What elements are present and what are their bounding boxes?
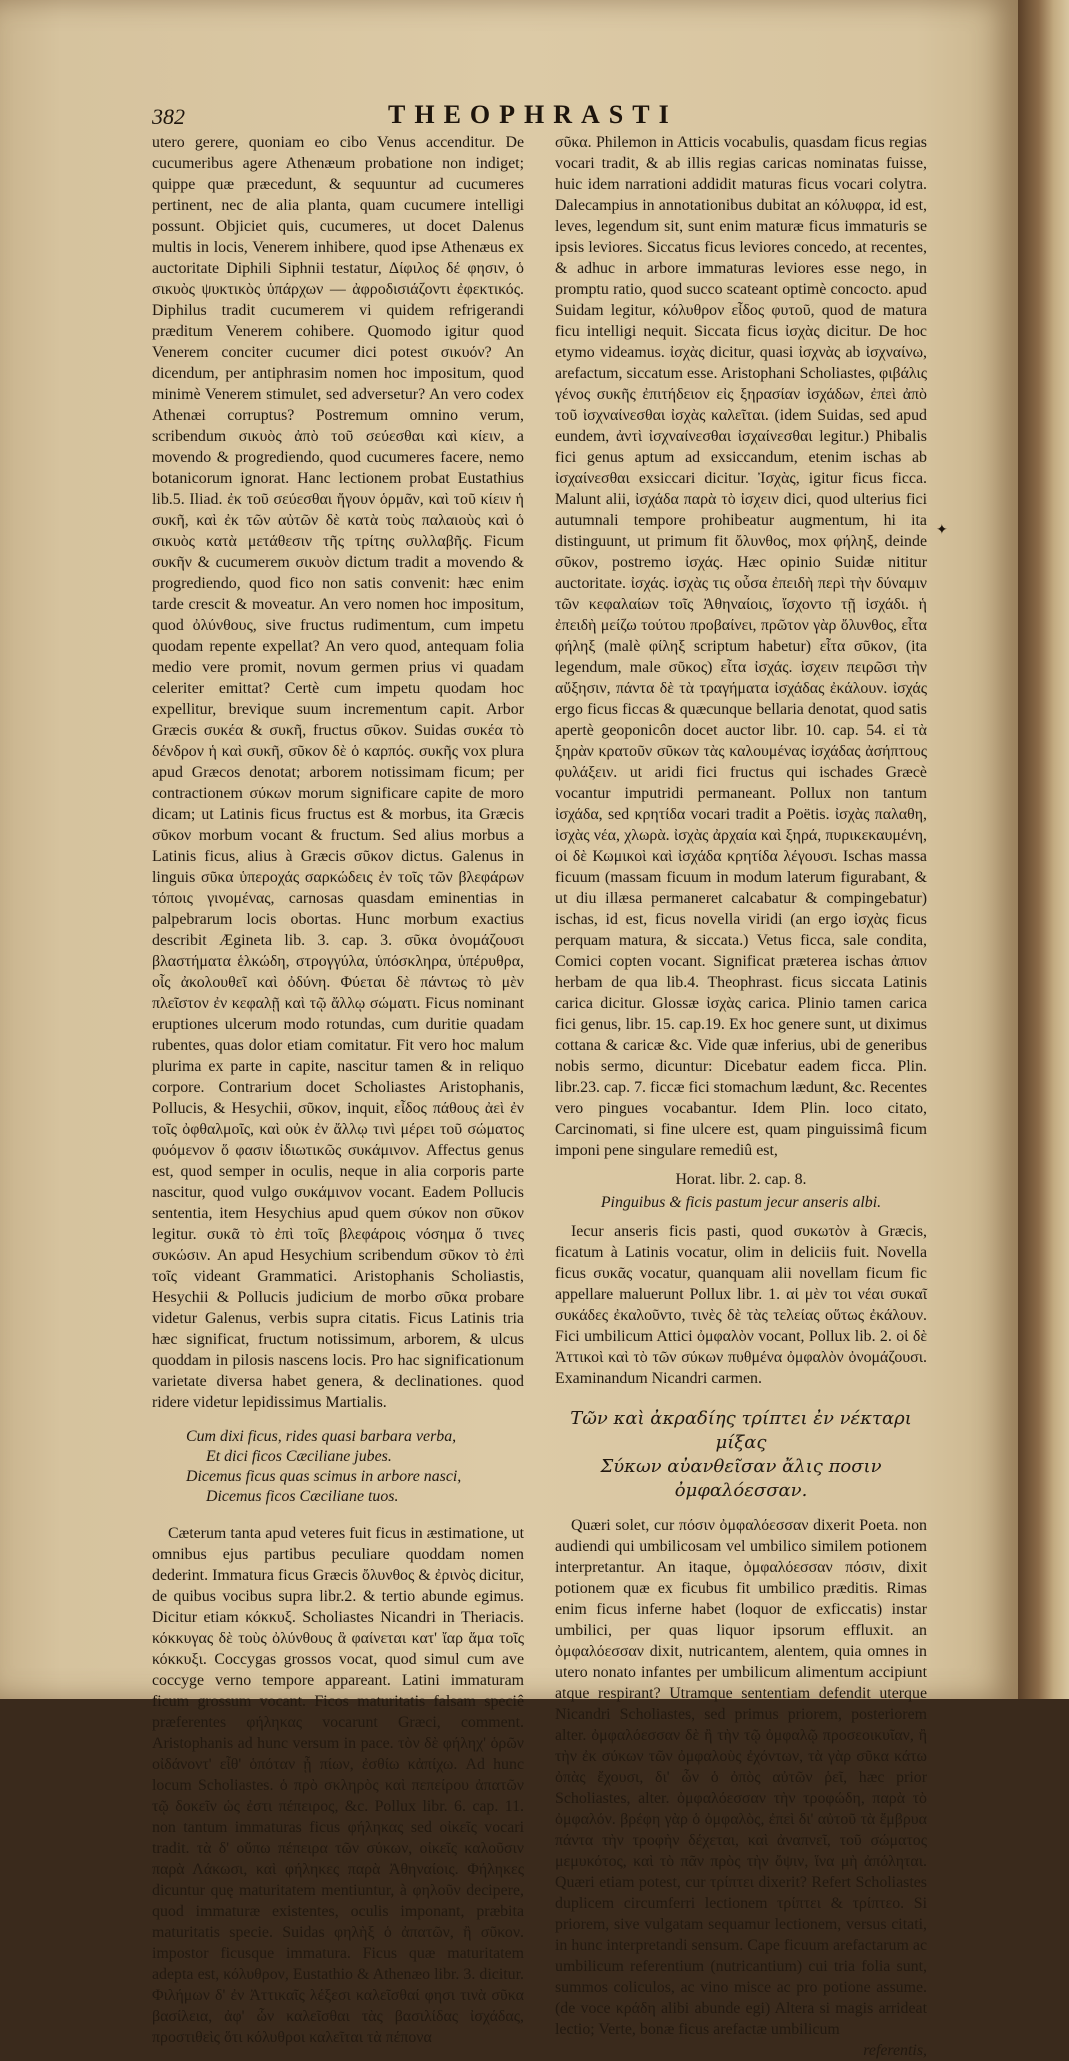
verse-line: Et dici ficos Cæciliane jubes.	[206, 1448, 392, 1465]
page-header	[152, 100, 992, 134]
catchword: referentis,	[863, 2042, 927, 2059]
left-paragraph-2: Cæterum tanta apud veteres fuit ficus in æstimatione, ut omnibus ejus partibus peculiare quoddam nomen dederint. Immatura ficus Græcis ὄλυνθος & ἐρινὸς dicitur, de quibus vocibus supra libr.2. & tertio abunde egimus. Dicitur etiam κόκκυξ. Scholiastes Nicandri in Theriacis. κόκκυγας δὲ τοὺς ὀλύνθους ἃ φαίνεται κατ' ἴαρ ἅμα τοῖς κόκκυξι. Coccygas grossos vocat, quod simul cum ave coccyge verno tempore appareant. Latini immaturam ficum grossum vocant. Ficos maturitatis falsam speciê præferentes φήληκας vocarunt Græci, comment. Aristophanis ad hunc versum in pace. τὸν δὲ φήληχ' ὁρῶν οἰδάνοντ' εἶθ' ὁπόταν ᾖ πίων, ἐσθίω κἀπίχω. Ad hunc locum Scholiastes. ὁ πρὸ σκληρὸς καὶ πεπείρου ἀπατῶν τῷ δοκεῖν ὡς ἐστι πέπειρος, &c. Pollux libr. 6. cap. 11. non tantum immaturas ficus φήληκας sed οἰκεῖς vocari tradit. τὰ δ' οὔπω πέπειρα τῶν σύκων, οἰκεῖς καλοῦσιν παρὰ Λάκωσι, καὶ φήληκες παρὰ Ἀθηναίοις. Φήληκες dicuntur quę maturitatem mentiuntur, à φηλοῦν decipere, quod immaturæ existentes, oculis imponant, præbita maturitatis specie. Suidas φηλὴξ ὁ ἀπατῶν, ἢ σῦκον. impostor ficusque immatura. Ficus quæ maturitatem adepta est, κόλυθρον, Eustathio & Athenæo libr. 3. dicitur. Φιλήμων δ' ἐν Ἀττικαῖς λέξεσι καλεῖσθαί φησι τινὰ σῦκα βασίλεια, ἀφ' ὧν καλεῖσθαι τὰς βασιλίδας ἰσχάδας, προστιθεὶς ὅτι κόλυθροι καλεῖται τὰ πέπονα	[152, 1525, 524, 2046]
ink-mark-icon: ✦	[936, 523, 948, 538]
greek-verse-line: Τῶν καὶ ἀκραδίης τρίπτει ἐν νέκταρι μίξας	[570, 1408, 912, 1453]
left-paragraph-1: utero gerere, quoniam eo cibo Venus accenditur. De cucumeribus agere Athenæum probatione non indiget; quippe quæ præcedunt, & sequuntur ad cucumeres pertinent, nec de alia planta, quam cucumere intelligi possunt. Objiciet quis, cucumeres, ut docet Dalenus multis in locis, Venerem inhibere, quod ipse Athenæus ex auctoritate Diphili Siphnii testatur, Δίφιλος δέ φησιν, ὁ σικυὸς ψυκτικὸς ὑπάρχων — ἀφροδισιάζοντι ἐφεκτικός. Diphilus tradit cucumerem vi quidem refrigerandi præditum Venerem cohibere. Quomodo igitur quod Venerem conciter cucumer dici potest σικυόν? An dicendum, per antiphrasim nomen hoc impositum, quod minimè Venerem stimulet, sed adversetur? An vero codex Athenæi corruptus? Postremum omnino verum, scribendum σικυὸς ἀπὸ τοῦ σεύεσθαι καὶ κίειν, a movendo & progrediendo, quod cucumeres facere, nemo botanicorum ignorat. Hanc lectionem probat Eustathius lib.5. Iliad. ἐκ τοῦ σεύεσθαι ἤγουν ὁρμᾶν, καὶ τοῦ κίειν ἡ συκῆ, καὶ ἐκ τῶν αὐτῶν δὲ κατὰ τοὺς παλαιοὺς καὶ ὁ σικυὸς κατὰ μετάθεσιν τῆς τρίτης συλλαβῆς. Ficum συκῆν & cucumerem σικυὸν dictum tradit a movendo & progrediendo, quod fico non satis convenit: hæc enim tarde crescit & moveatur. An vero nomen hoc impositum, quod ὀλύνθους, sive fructus rudimentum, cum impetu quodam repente expellat? An vero quod, antequam folia medio vere promit, novum germen prius vi quadam celeriter emittat? Certè cum impetu quodam hoc expellitur, brevique suum incrementum capit. Arbor Græcis συκέα & συκῆ, fructus σῦκον. Suidas συκέα τὸ δένδρον ἡ καὶ συκῆ, σῦκον δὲ ὁ καρπός. συκῆς vox plura apud Græcos denotat; arborem notissimam ficum; per contractionem σύκων morum significare capite de moro dicam; ut Latinis ficus fructus est & morbus, ita Græcis σῦκον morbum vocant & fructum. Sed alius morbus a Latinis ficus, alius à Græcis σῦκον dictus. Galenus in linguis σῦκα ὑπεροχάς σαρκώδεις ἐν τοῖς τῶν βλεφάρων τόποις γινομένας, carnosas quasdam eminentias in palpebrarum locis obortas. Hunc morbum exactius describit Ægineta lib. 3. cap. 3. σῦκα ὀνομάζουσι βλαστήματα ἑλκώδη, στρογγύλα, ὑπόσκληρα, ὑπέρυθρα, οἷς ἀκολουθεῖ καὶ ὀδύνη. Φύεται δὲ πάντως τὸ μὲν πλεῖστον ἐν κεφαλῇ καὶ τῷ ἄλλῳ σώματι. Ficus nominant eruptiones ulcerum modo rotundas, cum duritie quadam rubentes, quas dolor etiam comitatur. Fit vero hoc malum plurima ex parte in capite, nascitur tamen & in reliquo corpore. Contrarium docet Scholiastes Aristophanis, Pollucis, & Hesychii, σῦκον, inquit, εἶδος πάθους ἀεὶ ἐν τοῖς ὀφθαλμοῖς, καὶ οὐκ ἐν ἄλλῳ τινὶ μέρει τοῦ σώματος φυόμενον ὅ φασιν ἰδιωτικῶς συκάμινον. Affectus genus est, quod semper in oculis, neque in alia corporis parte nascitur, quod vulgo συκάμινον vocant. Eadem Pollucis sententia, item Hesychius apud quem σύκον non σῦκον legitur. συκᾶ τὸ ἐπὶ τοῖς βλεφάροις νόσημα ὅ τινες συκώσιν. An apud Hesychium scribendum σῦκον τὸ ἐπὶ τοῖς videant Grammatici. Aristophanis Scholiastis, Hesychii & Pollucis judicium de morbo σῦκα probare videtur Galenus, verbis supra citatis. Ficus Latinis tria hæc significat, fructum notissimum, arborem, & ulcus quoddam in pilosis nascens locis. Pro hac significationum varietate diversa habet genera, & declinationes. quod ridere videtur lepidissimus Martialis.	[152, 134, 524, 1411]
left-column	[152, 132, 524, 2048]
horace-verse: Pinguibus & ficis pastum jecur anseris albi.	[600, 1194, 882, 1211]
martial-verse	[186, 1427, 524, 1507]
verse-line: Cum dixi ficus, rides quasi barbara verba,	[186, 1428, 457, 1445]
horace-citation: Horat. libr. 2. cap. 8.	[675, 1171, 807, 1188]
right-paragraph-2: Iecur anseris ficis pasti, quod συκωτὸν à Græcis, ficatum à Latinis vocatur, olim in deliciis fuit. Novella ficus συκᾶς vocatur, quanquam alii novellam ficum fic appellare maluerunt Pollux libr. 1. αἱ μὲν τοι νέαι συκαῖ συκάδες ἐκαλοῦντο, τινὲς δὲ τὰς τελείας οὕτως ἐκάλουν. Fici umbilicum Attici ὀμφαλὸν vocant, Pollux lib. 2. οἱ δὲ Ἀττικοὶ καὶ τὸ τῶν σύκων πυθμένα ὀμφαλὸν ὀνομάζουσι. Examinandum Nicandri carmen.	[555, 1223, 927, 1387]
page-number: 382	[152, 104, 185, 129]
right-column	[555, 132, 927, 2061]
nicander-greek-verse	[555, 1407, 927, 1503]
right-paragraph-3: Quæri solet, cur πόσιν ὀμφαλόεσσαν dixerit Poeta. non audiendi qui umbilicosam vel umbilico similem potionem interpretantur. An itaque, ὀμφαλόεσσαν πόσιν, dixit potionem quæ ex ficubus fit umbilico præditis. Rimas enim ficus inferne habet (loquor de exficcatis) instar umbilici, per quas liquor ipsorum effluxit. an ὀμφαλόεσσαν dixit, nutricantem, alentem, quia omnes in utero nonato infantes per umbilicum alimentum accipiunt atque respirant? Utramque sententiam defendit uterque Nicandri Scholiastes, sed primus priorem, posteriorem alter. ὀμφαλόεσσαν δὲ ἢ τὴν τῷ ὀμφαλῷ προσεοικυῖαν, ἢ τὴν ἐκ σύκων τῶν ὀμφαλοὺς ἐχόντων, τὰ γὰρ σῦκα κάτω ὀπὰς ἔχουσι, δι' ὧν ὁ ὀπὸς αὐτῶν ῥεῖ, hæc prior Scholiastes, alter. ὀμφαλόεσσαν τὴν τροφώδη, παρὰ τὸ ὀμφαλόν. βρέφη γὰρ ὁ ὀμφαλὸς, ἐπεὶ δι' αὐτοῦ τὰ ἔμβρυα πάντα τὴν τροφὴν δέχεται, καὶ ἀναπνεῖ, τοῦ σώματος μεμυκότος, καὶ τὸ πᾶν πρὸς τὴν ὄψιν, ἵνα μὴ ἀπόληται. Quæri etiam potest, cur τρίπτει dixerit? Refert Scholiastes duplicem circumferri lectionem τρίπτει & τρίπτεο. Si priorem, sive vulgatam sequamur lectionem, versus citati, in hunc interpretandi sensum. Cape ficuum arefactarum ac umbilicum referentium (nutricantium) cui tria folia sunt, summos coliculos, ac vino misce ac pro potione assume. (de voce κράδη alibi abunde egi) Altera si magis arrideat lectio; Verte, bonæ ficus arefactæ umbilicum	[555, 1517, 927, 2038]
verse-line: Dicemus ficus quas scimus in arbore nasci,	[186, 1468, 462, 1485]
right-paragraph-1: σῦκα. Philemon in Atticis vocabulis, quasdam ficus regias vocari tradit, & ab illis regias caricas nominatas fuisse, huic idem narrationi addidit maturas ficus vocari colytra. Dalecampius in annotationibus dubitat an κόλυφρα, id est, leves, legendum sit, sunt enim maturæ ficus immaturis se ipsis leviores. Siccatus ficus leviores concedo, at recentes, & adhuc in arbore immaturas leviores esse nego, in promptu ratio, quod succo scateant optimè concocto. apud Suidam legitur, κόλυθρον εἶδος φυτοῦ, quod de matura ficu intelligi nequit. Siccata ficus ἰσχὰς dicitur. De hoc etymo videamus. ἰσχὰς dicitur, quasi ἰσχνὰς ab ἰσχναίνω, arefactum, siccatum esse. Aristophani Scholiastes, φιβάλις γένος συκῆς ἐπιτήδειον εἰς ξηρασίαν ἰσχάδων, ἐπεὶ ἀπὸ τοῦ ἰσχναίνεσθαι ἰσχὰς καλεῖται. (idem Suidas, sed apud eundem, ἀντὶ ἰσχναίνεσθαι ἰσχαίνεσθαι legitur.) Phibalis fici genus aptum ad exsiccandum, etenim ischas ab ἰσχαίνεσθαι exsiccari dicitur. Ἰσχὰς, igitur ficus ficca. Malunt alii, ἰσχάδα παρὰ τὸ ἰσχειν dici, quod ulterius fici autumnali tempore prohibeatur augmentum, hi ita distinguunt, ut primum fit ὄλυνθος, mox φήληξ, deinde σῦκον, postremo ἰσχάς. Hæc opinio Suidæ nititur auctoritate. ἰσχάς. ἰσχὰς τις οὖσα ἐπειδὴ περὶ τὴν δύναμιν τῶν κεφαλαίων τοῖς Ἀθηναίοις, ἴσχοντο τῇ ἰσχάδι. ἡ ἐπειδὴ μείζω τούτου προβαίνει, πρῶτον γὰρ ὄλυνθος, εἶτα φήληξ (malè φίληξ scriptum habetur) εἶτα σῦκον, (ita legendum, male σῦκος) εἶτα ἰσχάς. ἰσχειν πειρῶσι τὴν αὔξησιν, πάντα δὲ τὰ τραγήματα ἰσχάδας ἐκάλουν. ἰσχάς ergo ficus ficcas & quæcunque bellaria denotat, quod satis apertè geoponicôn docet auctor libr. 10. cap. 54. εἰ τὰ ξηρὰν κρατοῦν σῦκων τὰς καλουμένας ἰσχάδας ἀσήπτους φυλάξειν. ut aridi fici fructus qui ischades Græcè vocantur imputridi permaneant. Pollux non tantum ἰσχάδα, sed κρητίδα vocari tradit a Poëtis. ἰσχὰς παλαθη, ἰσχὰς νέα, χλωρὰ. ἰσχὰς ἀρχαία καὶ ξηρά, πυρικεκαυμένη, οἱ δὲ Κωμικοὶ καὶ ἰσχάδα κρητίδα λέγουσι. Ischas massa ficuum (massam ficuum in modum laterum figurabant, & ut diu illæsa permaneret calcabatur & compingebatur) ischas, id est, ficus novella viridi (an ergo ἰσχὰς ficus perquam matura, & siccata.) Vetus ficca, sale condita, Comici copten vocant. Significat præterea ischas ἀπιον herbam de qua lib.4. Theophrast. ficus siccata Latinis carica dicitur. Glossæ ἰσχὰς carica. Plinio tamen carica fici genus, libr. 15. cap.19. Ex hoc genere sunt, ut diximus cottana & caricæ &c. Vide quæ inferius, ubi de generibus nobis sermo, dicuntur: Dicebatur eadem ficca. Plin. libr.23. cap. 7. ficcæ fici stomachum lædunt, &c. Recentes vero pingues vocabantur. Idem Plin. loco citato, Carcinomati, si fine ulcere est, quam pinguissimâ ficum imponi pene singulare remediû est,	[555, 134, 927, 1159]
running-title: THEOPHRASTI	[388, 100, 678, 129]
next-page-edge	[1018, 0, 1069, 1699]
greek-verse-line: Σύκων αὐανθεῖσαν ἄλις ποσιν ὀμφαλόεσσαν.	[600, 1456, 882, 1501]
verse-line: Dicemus ficos Cæciliane tuos.	[206, 1488, 399, 1505]
